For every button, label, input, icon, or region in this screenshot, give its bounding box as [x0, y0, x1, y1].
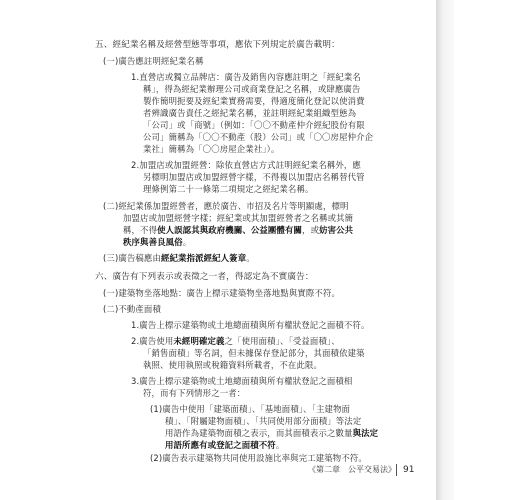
section-six-heading: 六、廣告有下列表示或表徵之一者，得認定為不實廣告： [95, 272, 314, 282]
list-item: 2.廣告使用未經明確定義之「使用面積」、「受益面積」、 [131, 336, 340, 346]
text-line: 製作簡明扼要及經紀業實務需要，得適度簡化登記以使消費 [143, 96, 365, 106]
page-edge-shadow [436, 0, 454, 500]
text-line: 用語所應有或登記之面積不符。 [165, 440, 285, 450]
text-line: 符，而有下列情形之一者： [143, 388, 246, 398]
list-item: (2)廣告表示建築物共同使用設施比率與完工建築物不符。 [150, 453, 367, 463]
emphasis-text: 用語所應有或登記之面積不符 [165, 440, 276, 450]
text-line: 公司」簡稱為「〇〇不動產（股）公司」或「〇〇房屋仲介企 [143, 132, 374, 142]
text-line: 「公司」或「商號」（例如：「〇〇不動產仲介經紀股份有限 [143, 120, 365, 130]
text-line: 執照、使用執照或稅籍資料所載者，不在此限。 [143, 360, 323, 370]
text-line: 加盟店或加盟經營字樣；經紀業或其加盟經營者之名稱或其簡 [123, 213, 354, 223]
section-five-heading: 五、經紀業名稱及經營型態等事項，應依下列規定於廣告載明： [95, 40, 340, 50]
text-line: 「銷售面積」等名詞，但未據保存登記部分，其面積依建築 [143, 348, 365, 358]
text-line: 稱，不得使人誤認其與政府機關、公益團體有關，或妨害公共 [123, 225, 354, 235]
list-item: 3.廣告上標示建築物或土地總面積與所有權狀登記之面積相 [131, 376, 353, 386]
list-item: (1)廣告中使用「建築面積」、「基地面積」、「主建物面 [150, 404, 351, 414]
emphasis-text: 與法定 [352, 428, 379, 438]
subsection-heading: (二)經紀業係加盟經營者，應於廣告、市招及名片等明顯處，標明 [103, 201, 349, 211]
emphasis-text: 秩序與善良風俗 [123, 237, 183, 247]
emphasis-text: 妨害公共 [319, 225, 354, 235]
list-item: 1.直營店或獨立品牌店：廣告及銷售內容應註明之「經紀業名 [131, 72, 361, 82]
page-footer [308, 463, 426, 477]
text-line: 秩序與善良風俗。 [123, 237, 192, 247]
text-line: 用語作為建築物面積之表示，而其面積表示之數量與法定 [165, 428, 379, 438]
subsection-heading: (三)廣告稿應由經紀業指派經紀人簽章。 [103, 253, 255, 263]
text-line: 者辨識廣告責任之經紀業名稱，並註明經紀業組織型態為 [143, 108, 357, 118]
footer-divider [396, 464, 397, 476]
emphasis-text: 使人誤認其與政府機關、公益團體有關 [157, 225, 303, 235]
subsection-heading: (一)廣告應註明經紀業名稱 [103, 56, 204, 66]
emphasis-text: 經紀業指派經紀人簽章 [160, 253, 247, 263]
emphasis-text: 未經明確定義 [173, 336, 225, 346]
subsection-heading: (一)建築物坐落地點：廣告上標示建築物坐落地點與實際不符。 [103, 288, 341, 298]
chapter-label: 《第二章 公平交易法》 [308, 465, 396, 474]
subsection-heading: (二)不動產面積 [103, 304, 161, 314]
list-item: 2.加盟店或加盟經營：除依直營店方式註明經紀業名稱外，應 [131, 160, 361, 170]
page-number: 91 [403, 465, 415, 475]
list-item: 1.廣告上標示建築物或土地總面積與所有權狀登記之面積不符。 [131, 320, 370, 330]
text-line: 業社」簡稱為「〇〇房屋企業社」）。 [143, 144, 280, 154]
text-line: 理條例第二十一條第二項規定之經紀業名稱。 [143, 184, 314, 194]
text-line: 稱」，得為經紀業辦理公司或商業登記之名稱，或肆應廣告 [143, 84, 361, 94]
text-line: 積」、「附屬建物面積」、「共同使用部分面積」等法定 [165, 416, 362, 426]
text-line: 另標明加盟店或加盟經營字樣，不得複以加盟店名稱替代管 [143, 172, 365, 182]
